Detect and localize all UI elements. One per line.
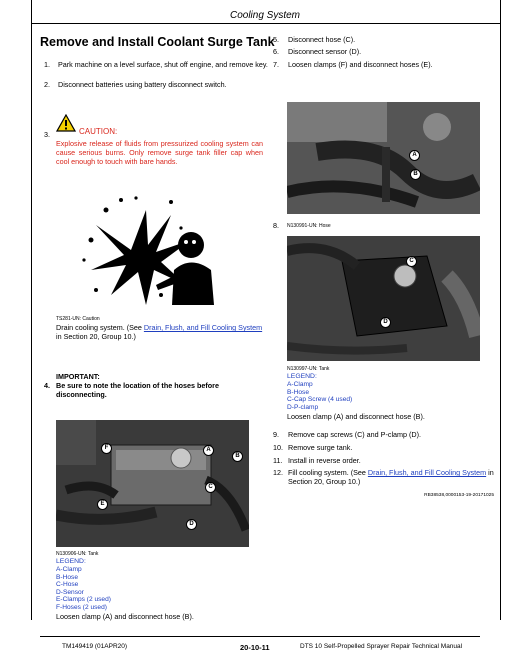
step-1-text: Park machine on a level surface, shut off engine, and remove key.: [58, 60, 268, 69]
step-number: 12.: [273, 468, 283, 477]
step-number: 5.: [273, 35, 279, 44]
legend-item: A-Clamp: [56, 566, 82, 573]
page-header: Cooling System: [229, 10, 301, 21]
fill-text-end: in Section 20, Group 10.): [288, 468, 494, 486]
step-number: 4.: [44, 381, 50, 390]
important-label: IMPORTANT:: [56, 372, 100, 381]
step-9-text: Remove cap screws (C) and P-clamp (D).: [288, 430, 422, 439]
step-number: 2.: [44, 80, 50, 89]
callout-c: C: [205, 482, 216, 493]
fill-text: Fill cooling system. (See: [288, 468, 368, 477]
step-12-text: [288, 468, 496, 486]
surge-tank-photo: [287, 236, 480, 361]
callout-a-top: A: [409, 150, 420, 161]
legend-list-right: [287, 381, 352, 411]
step-number: 3.: [44, 130, 50, 139]
callout-f: F: [101, 443, 112, 454]
legend-item: C-Hose: [56, 581, 79, 589]
left-photo-instruction: Loosen clamp (A) and disconnect hose (B).: [56, 612, 194, 621]
callout-b: B: [232, 451, 243, 462]
reference-id: RB38538,0000153-19-20171025: [424, 493, 494, 498]
footer-rule: [40, 636, 480, 637]
legend-item: E-Clamps (2 used): [56, 596, 111, 604]
legend-item: D-P-clamp: [287, 403, 319, 411]
footer-doc-id: TM149419 (01APR20): [62, 643, 128, 650]
step-5-text: Disconnect hose (C).: [288, 35, 356, 44]
tank-photo: [56, 420, 249, 547]
surge-tank-caption: N130997-UN: Tank: [287, 366, 330, 372]
legend-item: F-Hoses (2 used): [56, 603, 107, 611]
callout-a: A: [203, 445, 214, 456]
drain-text: Drain cooling system. (See: [56, 323, 144, 332]
step-number: 1.: [44, 60, 50, 69]
step-6-text: Disconnect sensor (D).: [288, 47, 362, 56]
callout-c-mid: C: [406, 256, 417, 267]
tank-photo-image: [56, 420, 249, 547]
drain-text-end: in Section 20, Group 10.): [56, 332, 136, 341]
legend-list: [56, 566, 111, 612]
step-number: 9.: [273, 430, 279, 439]
step-number: 11.: [273, 456, 283, 465]
explosion-hazard-illustration: [76, 190, 216, 310]
warning-triangle-icon: [56, 114, 76, 132]
step-number: 8.: [273, 221, 279, 230]
step-10-text: Remove surge tank.: [288, 443, 353, 452]
footer-manual-title: DTS 10 Self-Propelled Sprayer Repair Technical Manual: [300, 643, 463, 650]
legend-item: B-Hose: [56, 573, 78, 581]
legend-title: LEGEND:: [56, 558, 86, 565]
step-number: 7.: [273, 60, 279, 69]
step-2-text: Disconnect batteries using battery disconnect switch.: [58, 80, 227, 89]
callout-d-mid: D: [380, 317, 391, 328]
legend-item: A-Clamp: [287, 381, 313, 388]
tank-photo-caption: N130906-UN: Tank: [56, 551, 99, 557]
step-4-text: Be sure to note the location of the hoses before disconnecting.: [56, 381, 219, 399]
caution-title: CAUTION:: [79, 127, 118, 136]
legend-item: B-Hose: [287, 388, 309, 396]
step-number: 10.: [273, 443, 283, 452]
step-number: 6.: [273, 47, 279, 56]
fill-link[interactable]: Drain, Flush, and Fill Cooling System: [367, 468, 487, 477]
legend-item: D-Sensor: [56, 588, 84, 596]
surge-tank-photo-image: [287, 236, 480, 361]
page-number: 20-10-11: [240, 643, 270, 652]
step-11-text: Install in reverse order.: [288, 456, 361, 465]
caution-text: Explosive release of fluids from pressurized cooling system can cause serious burns. Only remove surge tank filler cap when cool enough to touch with bare hands.: [56, 139, 263, 166]
section-title: Remove and Install Coolant Surge Tank: [40, 35, 275, 49]
header-rule: [31, 23, 500, 24]
right-photo-instruction: Loosen clamp (A) and disconnect hose (B).: [287, 412, 425, 421]
drain-instruction: [56, 323, 266, 341]
drain-link[interactable]: Drain, Flush, and Fill Cooling System: [143, 323, 263, 332]
caution-caption: TS281-UN: Caution: [56, 316, 100, 322]
callout-b-top: B: [410, 169, 421, 180]
hose-photo-caption: N130991-UN: Hose: [287, 223, 331, 229]
callout-e: E: [97, 499, 108, 510]
step-7-text: Loosen clamps (F) and disconnect hoses (E).: [288, 60, 433, 69]
legend-item: C-Cap Screw (4 used): [287, 396, 353, 404]
hose-photo-image: [287, 102, 480, 214]
callout-d: D: [186, 519, 197, 530]
legend-title-right: LEGEND:: [287, 373, 317, 380]
hose-photo: [287, 102, 480, 214]
